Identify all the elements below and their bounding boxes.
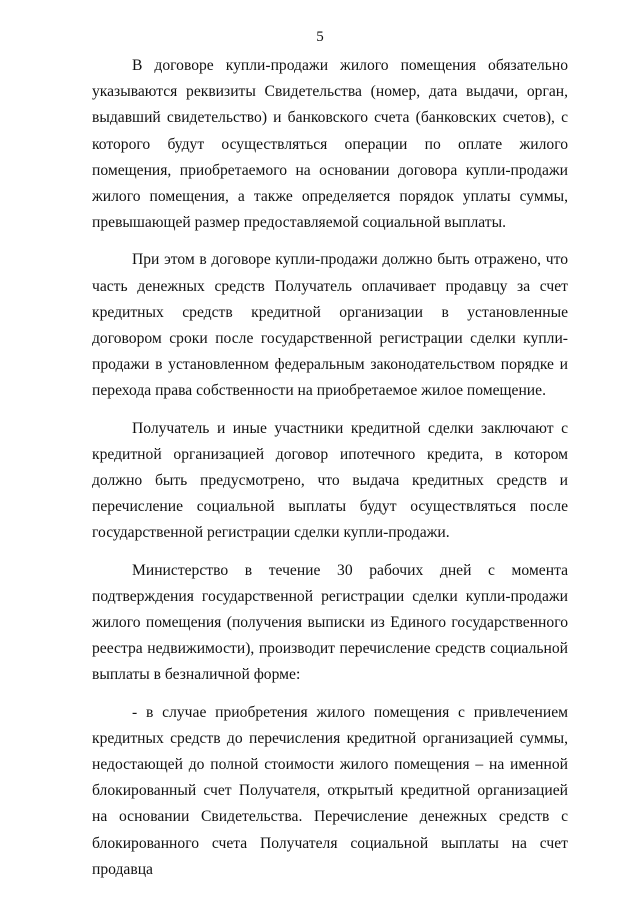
- paragraph-blocked-account: - в случае приобретения жилого помещения с привлечением кредитных средств до перечисления кредитной организацией суммы, недостающей до полной стоимости жилого помещения – на именной блокированный счет Получателя, открытый кредитной организацией на основании Свидетельства. Перечисление денежных средств с блокированного счета Получателя социальной выплаты на счет продавца: [92, 703, 568, 878]
- paragraph-mortgage-agreement: Получатель и иные участники кредитной сделки заключают с кредитной организацией договор ипотечного кредита, в котором должно быть предусмотрено, что выдача кредитных средств и перечисление социальной выплаты будут осуществляться после государственной регистрации сделки купли-продажи.: [92, 419, 568, 542]
- paragraph-ministry-transfer: Министерство в течение 30 рабочих дней с момента подтверждения государственной регистрации сделки купли-продажи жилого помещения (получения выписки из Единого государственного реестра недвижимости), производит перечисление средств социальной выплаты в безналичной форме:: [92, 561, 568, 684]
- paragraph-credit-funds: При этом в договоре купли-продажи должно быть отражено, что часть денежных средств Получатель оплачивает продавцу за счет кредитных средств кредитной организации в установленные договором сроки после государственной регистрации сделки купли-продажи в установленном федеральным законодательством порядке и перехода права собственности на приобретаемое жилое помещение.: [92, 251, 568, 400]
- document-body: [92, 53, 568, 883]
- paragraph-contract-details: В договоре купли-продажи жилого помещения обязательно указываются реквизиты Свидетельства (номер, дата выдачи, орган, выдавший свидетельство) и банковского счета (банковских счетов), с которого будут осуществляться операции по оплате жилого помещения, приобретаемого на основании договора купли-продажи жилого помещения, а также определяется порядок уплаты суммы, превышающей размер предоставляемой социальной выплаты.: [92, 57, 568, 232]
- page-number: 5: [316, 29, 324, 45]
